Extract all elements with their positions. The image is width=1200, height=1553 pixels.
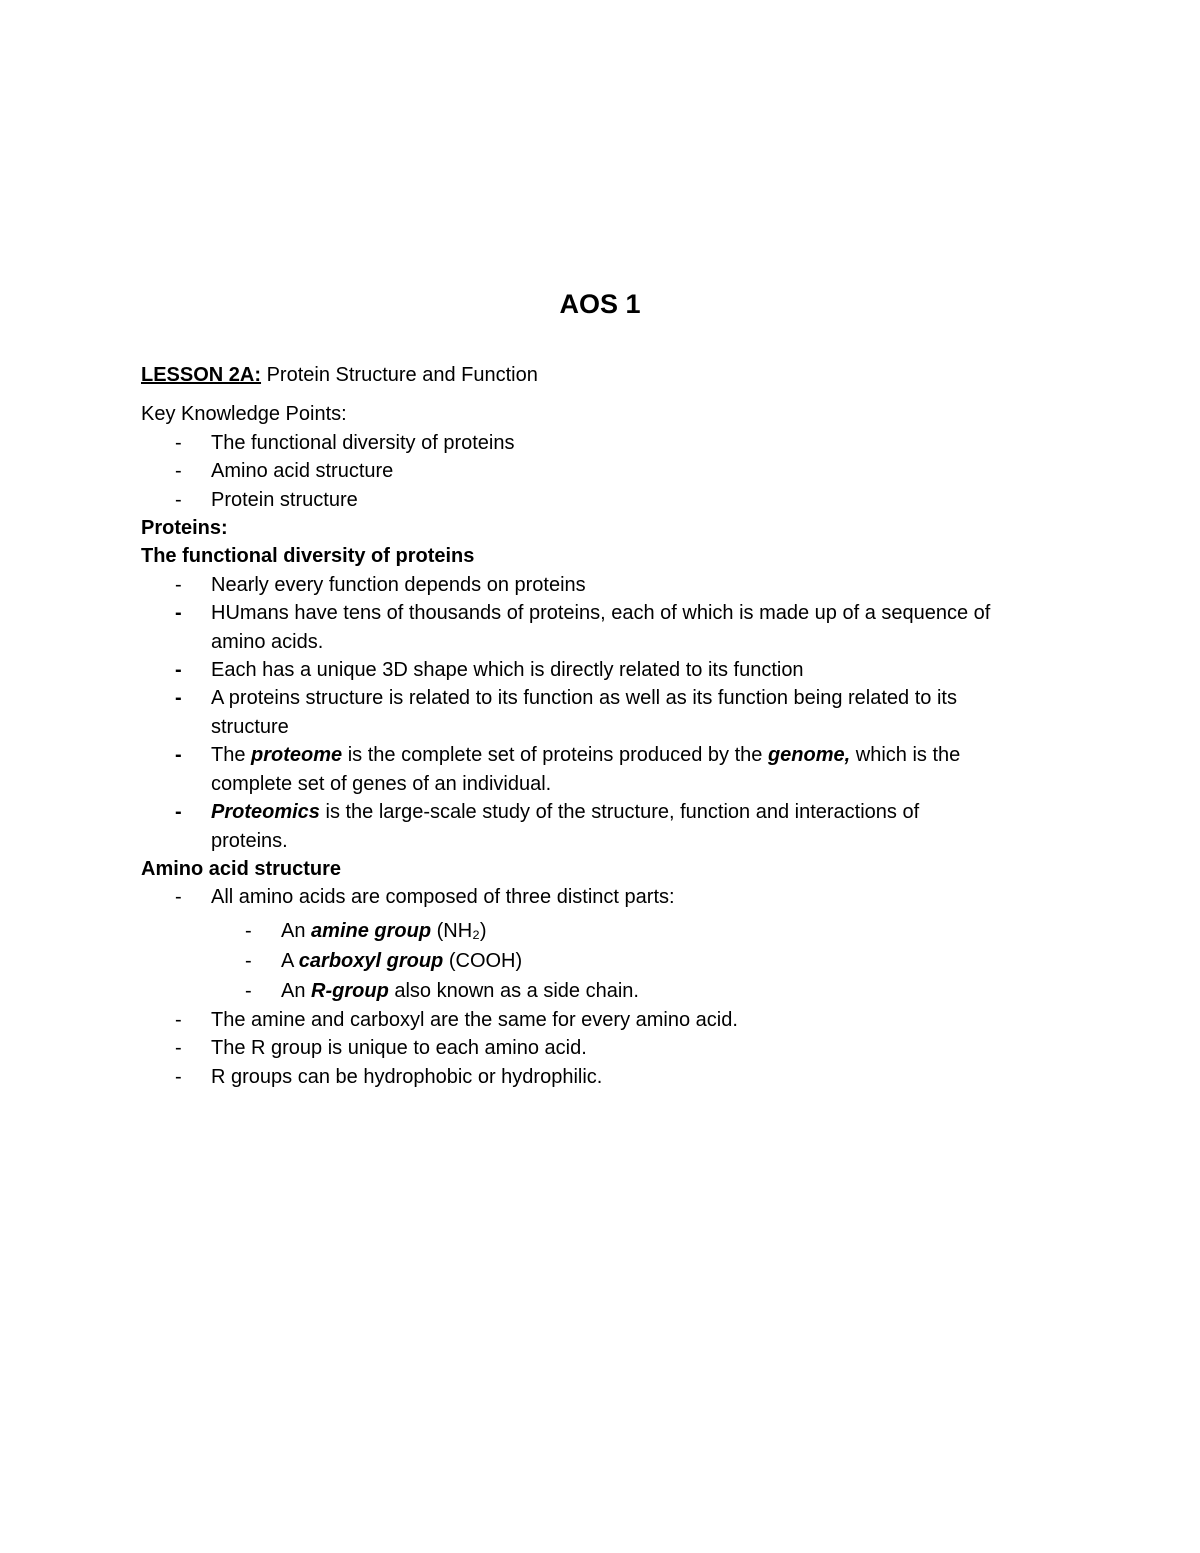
key-point-item (141, 429, 1081, 457)
list-item-text: Each has a unique 3D shape which is directly related to its function (211, 659, 804, 682)
keyword-r-group: R-group (311, 979, 389, 1002)
key-point-text: The functional diversity of proteins (211, 431, 515, 454)
lesson-label: LESSON 2A: (141, 364, 262, 386)
keyword-carboxyl-group: carboxyl group (298, 949, 444, 972)
text-run: is the complete set of proteins produced by the (342, 744, 768, 767)
list-item-text: Nearly every function depends on proteins (211, 573, 586, 596)
key-point-item (141, 457, 1081, 485)
list-item-text: All amino acids are composed of three distinct parts: (211, 886, 675, 909)
bullet-dash: - (175, 573, 182, 596)
text-line: proteins. (211, 829, 288, 852)
sub-list-item (141, 976, 1081, 1006)
text-run: which is the (850, 744, 961, 767)
bullet-dash: - (245, 919, 252, 942)
text-run: A (281, 949, 299, 972)
keyword-amine-group: amine group (311, 919, 432, 942)
lesson-line (141, 361, 1081, 389)
bullet-dash: - (175, 659, 182, 682)
sub-list-item (141, 916, 1081, 946)
keyword-proteome: proteome (251, 744, 343, 767)
text-run: (COOH) (443, 949, 523, 972)
list-item-text (281, 976, 1081, 1006)
bullet-dash: - (175, 801, 182, 824)
bullet-dash: - (245, 949, 252, 972)
sub-list-item (141, 946, 1081, 976)
bullet-dash: - (175, 1008, 182, 1031)
bullet-dash: - (245, 979, 252, 1002)
list-item-text (281, 916, 1081, 946)
list-item-text: The R group is unique to each amino acid. (211, 1037, 587, 1060)
text-run: is the large-scale study of the structure, function and interactions of (319, 801, 920, 824)
bullet-dash: - (175, 460, 182, 483)
bullet-dash: - (175, 488, 182, 511)
amino-heading: Amino acid structure (141, 857, 342, 880)
text-run: An (281, 919, 312, 942)
bullet-dash: - (175, 1037, 182, 1060)
bullet-dash: - (175, 602, 182, 625)
bullet-dash: - (175, 886, 182, 909)
document-body (141, 361, 1081, 1091)
list-item (141, 798, 1081, 855)
list-item (141, 741, 1081, 798)
key-point-text: Protein structure (211, 488, 358, 511)
list-item-text (211, 599, 1081, 656)
keyword-genome: genome, (767, 744, 851, 767)
lesson-title: Protein Structure and Function (261, 364, 538, 386)
list-item (141, 1034, 1081, 1062)
keyword-proteomics: Proteomics (211, 801, 320, 824)
key-points-heading: Key Knowledge Points: (141, 403, 347, 426)
bullet-dash: - (175, 431, 182, 454)
text-run: also known as a side chain. (388, 979, 639, 1002)
list-item (141, 656, 1081, 684)
list-item (141, 883, 1081, 911)
list-item-text: R groups can be hydrophobic or hydrophilic. (211, 1065, 603, 1088)
diversity-heading: The functional diversity of proteins (141, 545, 475, 568)
document-title: AOS 1 (559, 289, 641, 319)
list-item-text (211, 741, 1081, 798)
list-item-text (211, 684, 1081, 741)
text-line: HUmans have tens of thousands of proteins, each of which is made up of a sequence of (211, 602, 991, 625)
list-item (141, 571, 1081, 599)
text-line: A proteins structure is related to its function as well as its function being related to its (211, 687, 957, 710)
list-item (141, 684, 1081, 741)
text-line: structure (211, 715, 289, 738)
list-item-text (211, 798, 1081, 855)
text-line: amino acids. (211, 630, 324, 653)
bullet-dash: - (175, 744, 182, 767)
key-point-item (141, 486, 1081, 514)
text-run: The (211, 744, 252, 767)
bullet-dash: - (175, 1065, 182, 1088)
key-point-text: Amino acid structure (211, 460, 394, 483)
list-item (141, 1063, 1081, 1091)
text-run: (NH₂) (431, 919, 487, 942)
list-item-text (281, 946, 1081, 976)
bullet-dash: - (175, 687, 182, 710)
text-run: An (281, 979, 312, 1002)
proteins-heading: Proteins: (141, 517, 228, 540)
list-item (141, 599, 1081, 656)
list-item (141, 1006, 1081, 1034)
text-line: complete set of genes of an individual. (211, 772, 552, 795)
list-item-text: The amine and carboxyl are the same for every amino acid. (211, 1008, 738, 1031)
